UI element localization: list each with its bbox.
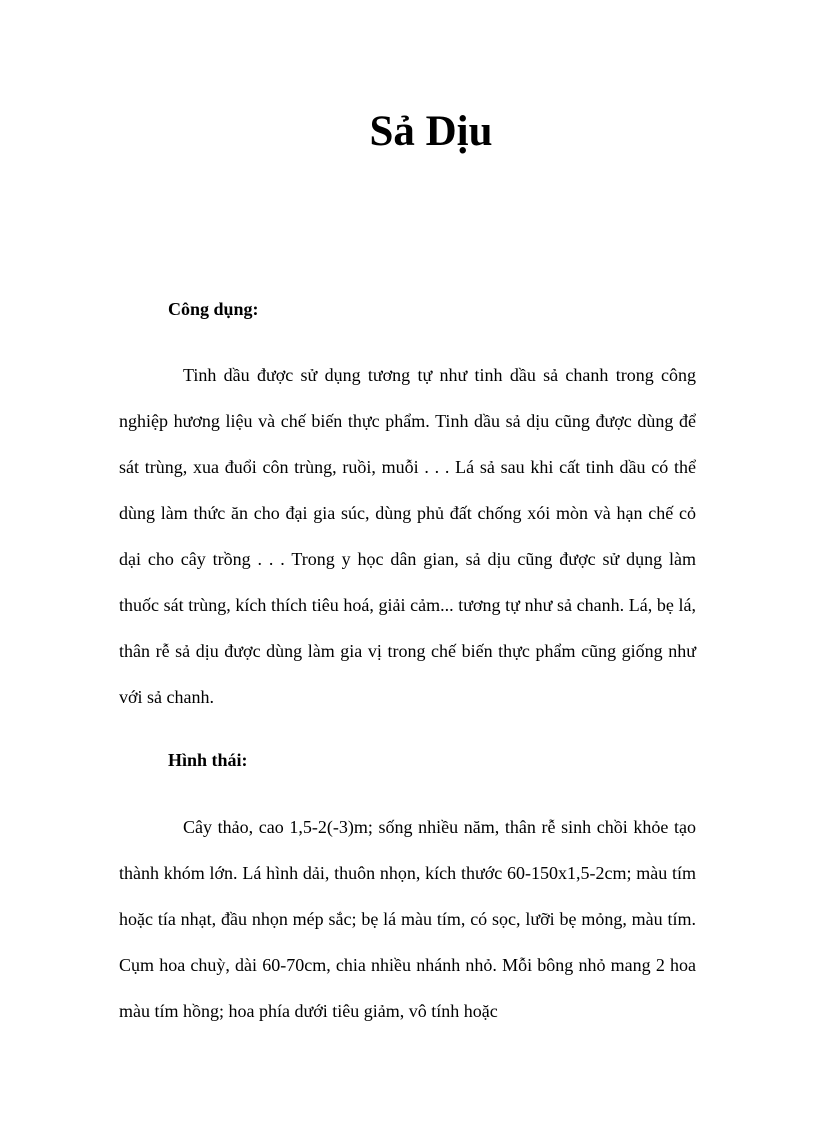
section-heading-uses: Công dụng: [168,299,259,319]
section-heading-morphology: Hình thái: [168,750,248,770]
section-paragraph-uses: Tinh dầu được sử dụng tương tự như tinh dầu sả chanh trong công nghiệp hương liệu và chế biến thực phẩm. Tinh dầu sả dịu cũng được dùng để sát trùng, xua đuổi côn trùng, ruồi, muỗi . . . Lá sả sau khi cất tinh dầu có thể dùng làm thức ăn cho đại gia súc, dùng phủ đất chống xói mòn và hạn chế cỏ dại cho cây trồng . . . Trong y học dân gian, sả dịu cũng được sử dụng làm thuốc sát trùng, kích thích tiêu hoá, giải cảm... tương tự như sả chanh. Lá, bẹ lá, thân rễ sả dịu được dùng làm gia vị trong chế biến thực phẩm cũng giống như với sả chanh. [119,365,696,707]
section-paragraph-morphology: Cây thảo, cao 1,5-2(-3)m; sống nhiều năm, thân rễ sinh chồi khỏe tạo thành khóm lớn. Lá hình dải, thuôn nhọn, kích thước 60-150x1,5-2cm; màu tím hoặc tía nhạt, đầu nhọn mép sắc; bẹ lá màu tím, có sọc, lưỡi bẹ mỏng, màu tím. Cụm hoa chuỳ, dài 60-70cm, chia nhiều nhánh nhỏ. Mỗi bông nhỏ mang 2 hoa màu tím hồng; hoa phía dưới tiêu giảm, vô tính hoặc [119,817,696,1021]
page-title: Sả Dịu [369,108,493,155]
